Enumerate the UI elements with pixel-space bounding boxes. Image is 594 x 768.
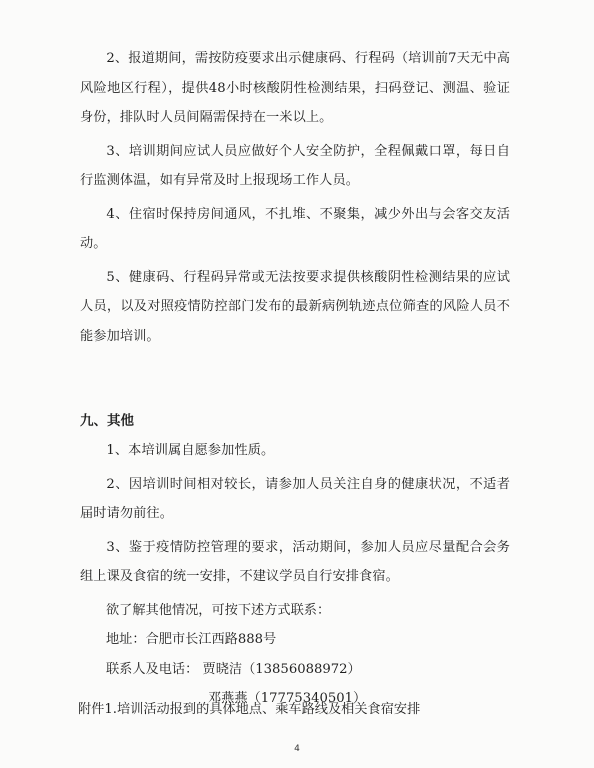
contact-person-2: 邓燕燕（17775340501） bbox=[208, 691, 367, 706]
other-item-2: 2、因培训时间相对较长，请参加人员关注自身的健康状况，不适者届时请勿前往。 bbox=[80, 476, 510, 521]
contact-address: 地址：合肥市长江西路888号 bbox=[106, 632, 277, 647]
other-item-1: 1、本培训属自愿参加性质。 bbox=[106, 443, 275, 458]
other-item-3: 3、鉴于疫情防控管理的要求，活动期间，参加人员应尽量配合会务组上课及食宿的统一安排，不建议学员自行安排食宿。 bbox=[80, 539, 510, 584]
contact-intro: 欲了解其他情况，可按下述方式联系： bbox=[106, 602, 331, 618]
section-heading-other: 九、其他 bbox=[80, 413, 134, 429]
page-number: 4 bbox=[294, 744, 300, 754]
paragraph-4: 4、住宿时保持房间通风，不扎堆、不聚集，减少外出与会客交友活动。 bbox=[80, 206, 510, 251]
paragraph-2: 2、报道期间，需按防疫要求出示健康码、行程码（培训前7天无中高风险地区行程），提供48小时核酸阴性检测结果，扫码登记、测温、验证身份，排队时人员间隔需保持在一米以上。 bbox=[80, 51, 510, 125]
annex-note: 附件1.培训活动报到的具体地点、乘车路线及相关食宿安排 bbox=[78, 702, 421, 717]
paragraph-3: 3、培训期间应试人员应做好个人安全防护，全程佩戴口罩，每日自行监测体温，如有异常及时上报现场工作人员。 bbox=[80, 143, 510, 188]
contact-person-1: 联系人及电话： 贾晓洁（13856088972） bbox=[106, 661, 361, 677]
document-body bbox=[80, 44, 510, 714]
paragraph-5: 5、健康码、行程码异常或无法按要求提供核酸阴性检测结果的应试人员，以及对照疫情防控部门发布的最新病例轨迹点位筛查的风险人员不能参加培训。 bbox=[80, 269, 510, 344]
